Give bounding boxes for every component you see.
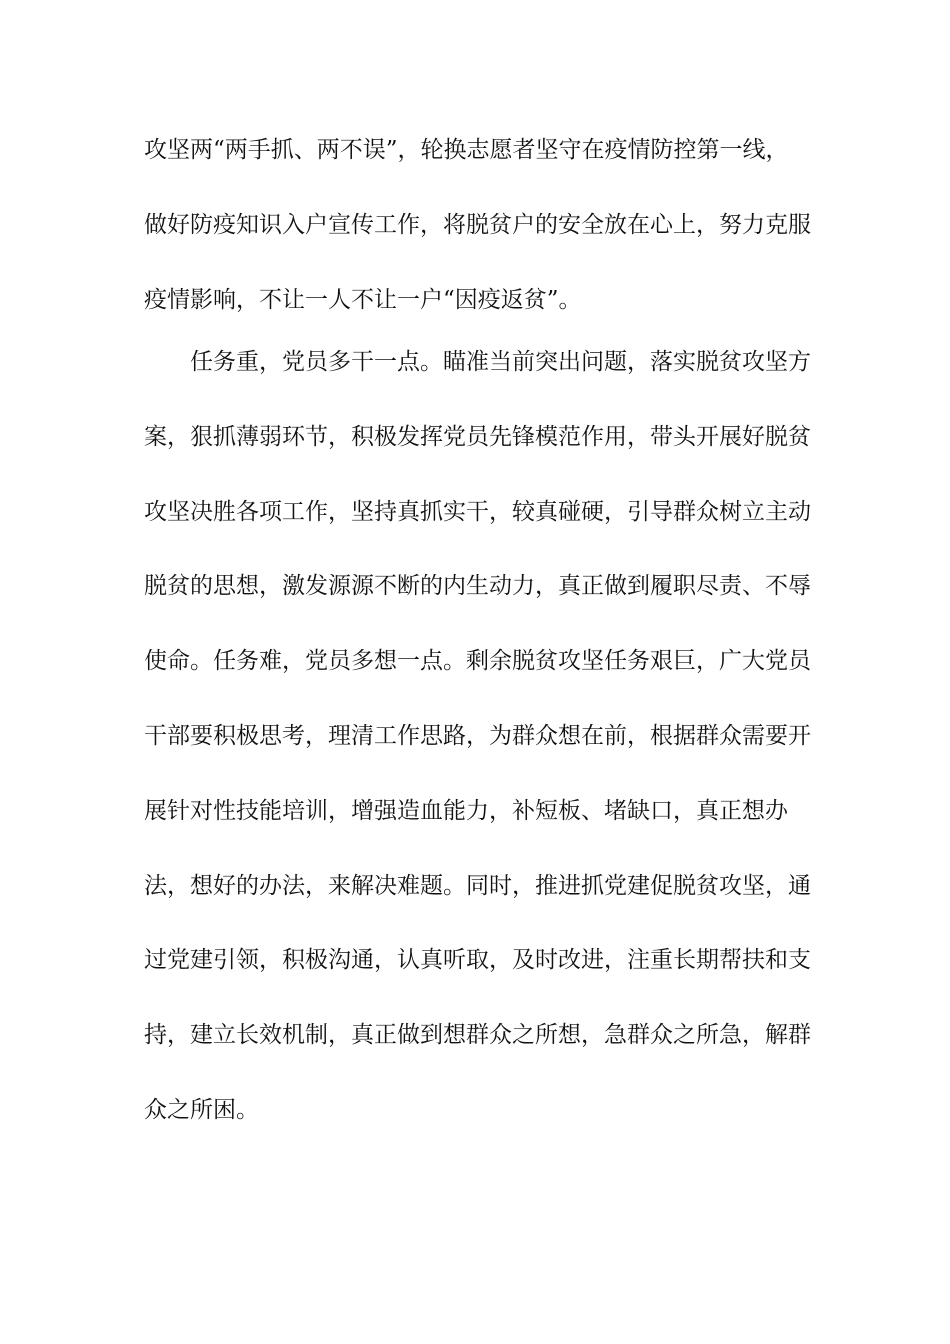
text-line: 干部要积极思考，理清工作思路，为群众想在前，根据群众需要开 [144, 723, 811, 749]
text-line: 过党建引领，积极沟通，认真听取，及时改进，注重长期帮扶和支 [144, 947, 811, 973]
text-line: 众之所困。 [144, 1097, 259, 1123]
text-line: 展针对性技能培训，增强造血能力，补短板、堵缺口，真正想办 [144, 798, 788, 824]
text-line: 疫情影响，不让一人不让一户“因疫返贫”。 [144, 287, 582, 313]
text-line: 持，建立长效机制，真正做到想群众之所想，急群众之所急，解群 [144, 1022, 811, 1048]
text-line: 攻坚决胜各项工作，坚持真抓实干，较真碰硬，引导群众树立主动 [144, 499, 811, 525]
text-line: 使命。任务难，党员多想一点。剩余脱贫攻坚任务艰巨，广大党员 [144, 648, 811, 674]
text-line: 攻坚两“两手抓、两不误”，轮换志愿者坚守在疫情防控第一线， [144, 137, 789, 163]
text-line: 案，狠抓薄弱环节，积极发挥党员先锋模范作用，带头开展好脱贫 [144, 424, 811, 450]
paragraph-first-line: 任务重，党员多干一点。瞄准当前突出问题，落实脱贫攻坚方 [190, 349, 811, 375]
text-line: 法，想好的办法，来解决难题。同时，推进抓党建促脱贫攻坚，通 [144, 873, 811, 899]
text-line: 脱贫的思想，激发源源不断的内生动力，真正做到履职尽责、不辱 [144, 573, 811, 599]
text-line: 做好防疫知识入户宣传工作，将脱贫户的安全放在心上，努力克服 [144, 212, 811, 238]
